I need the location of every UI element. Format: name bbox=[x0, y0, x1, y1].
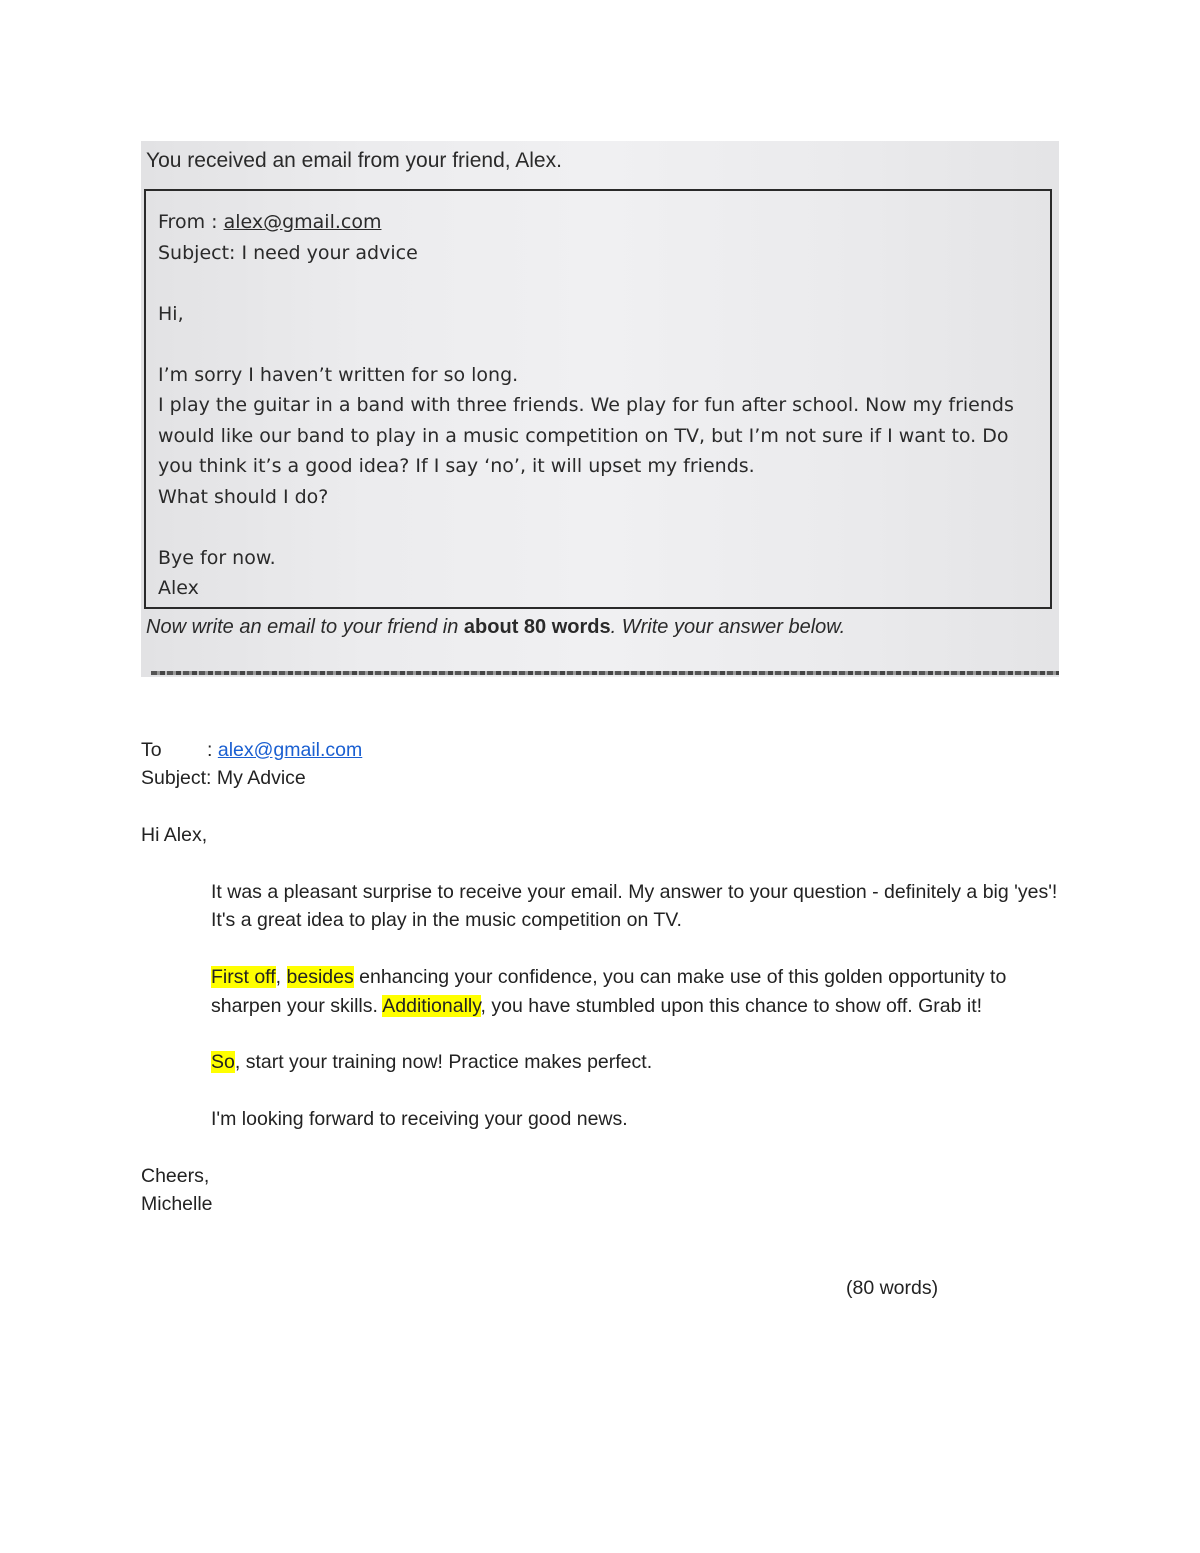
prompt-intro: You received an email from your friend, Alex. bbox=[146, 149, 562, 172]
reply-paragraph-3: So, start your training now! Practice makes perfect. bbox=[211, 1051, 653, 1074]
reply-paragraph-4: I'm looking forward to receiving your good news. bbox=[211, 1108, 628, 1131]
reply-greeting: Hi Alex, bbox=[141, 824, 208, 847]
received-body-line: I play the guitar in a band with three friends. We play for fun after school. Now my friends would like our band to play in a music competition on TV, but I’m not sure if I want to. Do you think it’s a good idea? If I say ‘no’, it will upset my friends. bbox=[158, 394, 1014, 477]
reply-to-line: To : alex@gmail.com bbox=[141, 739, 363, 761]
highlighted-connector: So bbox=[211, 1051, 235, 1074]
reply-paragraph-2: First off, besides enhancing your confidence, you can make use of this golden opportunity to sharpen your skills. Additionally, you have stumbled upon this chance to show off. Grab it! bbox=[211, 966, 1007, 1017]
received-body-line: What should I do? bbox=[158, 485, 329, 508]
word-count: (80 words) bbox=[846, 1277, 939, 1299]
received-subject: Subject: I need your advice bbox=[158, 241, 418, 264]
received-from-line: From : alex@gmail.com bbox=[158, 211, 382, 233]
received-signature: Alex bbox=[158, 577, 199, 599]
received-email-box bbox=[144, 189, 1052, 609]
reply-closing: Cheers, bbox=[141, 1165, 210, 1187]
received-greeting: Hi, bbox=[158, 302, 184, 325]
received-body-line: I’m sorry I haven’t written for so long. bbox=[158, 363, 519, 386]
reply-subject: Subject: My Advice bbox=[141, 767, 306, 790]
highlighted-connector: First off bbox=[211, 966, 276, 989]
received-signoff: Bye for now. bbox=[158, 546, 276, 569]
highlighted-connector: besides bbox=[286, 966, 354, 989]
received-from-address: alex@gmail.com bbox=[223, 211, 382, 233]
reply-email bbox=[141, 736, 1071, 1219]
reply-paragraph-1: It was a pleasant surprise to receive your email. My answer to your question - definitely a big 'yes'! It's a great idea to play in the music competition on TV. bbox=[211, 881, 1058, 932]
scanned-prompt-image bbox=[141, 141, 1059, 677]
writing-instruction: Now write an email to your friend in about 80 words. Write your answer below. bbox=[146, 616, 846, 638]
reply-signature: Michelle bbox=[141, 1193, 213, 1216]
reply-to-address-link[interactable]: alex@gmail.com bbox=[217, 739, 363, 761]
highlighted-connector: Additionally bbox=[382, 994, 481, 1017]
scan-edge-artifact bbox=[151, 671, 1059, 675]
